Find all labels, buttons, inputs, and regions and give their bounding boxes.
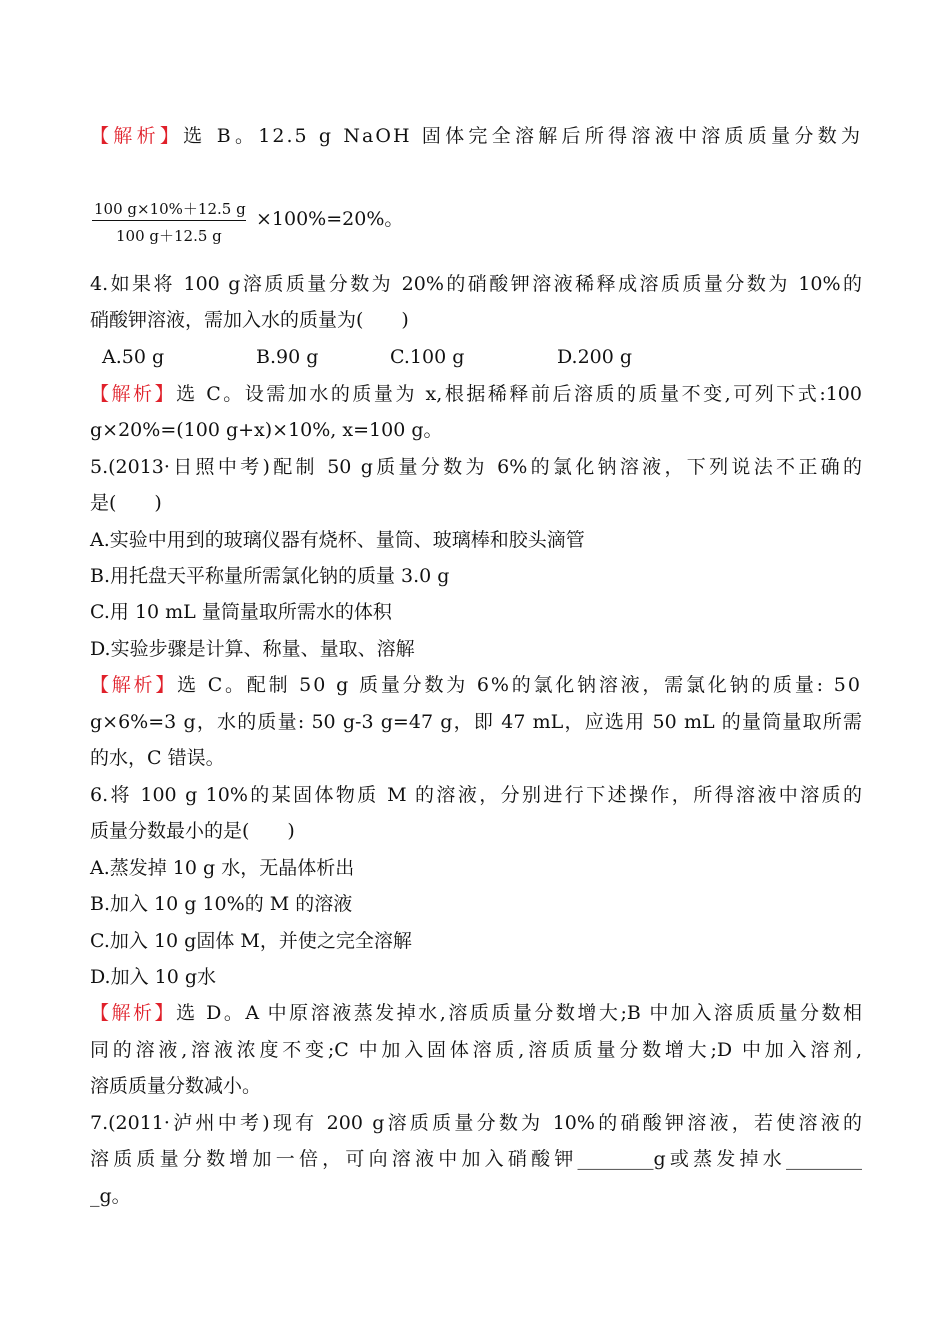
analysis-tag: 【解析】 bbox=[90, 383, 177, 405]
q4-option-d: D.200 g bbox=[557, 346, 633, 368]
q5-option-a: A.实验中用到的玻璃仪器有烧杯、量筒、玻璃棒和胶头滴管 bbox=[90, 529, 585, 551]
q7-stem-line3: _g。 bbox=[90, 1185, 131, 1207]
q4-analysis-line2: g×20%=(100 g+x)×10%, x=100 g。 bbox=[90, 419, 443, 441]
q5-option-b: B.用托盘天平称量所需氯化钠的质量 3.0 g bbox=[90, 565, 450, 587]
q4-analysis-text1: 选 C。设需加水的质量为 x,根据稀释前后溶质的质量不变,可列下式:100 bbox=[176, 383, 862, 405]
q6-option-b: B.加入 10 g 10%的 M 的溶液 bbox=[90, 893, 353, 915]
q6-option-d: D.加入 10 g水 bbox=[90, 966, 217, 988]
q6-analysis-line3: 溶质质量分数减小。 bbox=[90, 1075, 262, 1097]
q4-option-c: C.100 g bbox=[390, 346, 465, 368]
q7-stem-line1: 7.(2011·泸州中考)现有 200 g溶质质量分数为 10%的硝酸钾溶液，若使溶液的 bbox=[90, 1112, 862, 1134]
fraction-result: ×100%=20%。 bbox=[256, 208, 404, 230]
analysis-tag: 【解析】 bbox=[90, 1002, 177, 1024]
q4-stem-line1: 4.如果将 100 g溶质质量分数为 20%的硝酸钾溶液稀释成溶质质量分数为 10%的 bbox=[90, 273, 862, 295]
q4-option-a: A.50 g bbox=[102, 346, 165, 368]
q4-stem-line2: 硝酸钾溶液，需加入水的质量为( ) bbox=[90, 309, 409, 331]
analysis-tag: 【解析】 bbox=[90, 125, 184, 147]
q6-analysis-line1 bbox=[90, 1001, 862, 1025]
q6-stem-line2: 质量分数最小的是( ) bbox=[90, 820, 295, 842]
analysis-tag: 【解析】 bbox=[90, 674, 178, 696]
q4-option-b: B.90 g bbox=[256, 346, 319, 368]
q5-stem-line1: 5.(2013·日照中考)配制 50 g质量分数为 6%的氯化钠溶液，下列说法不正确的 bbox=[90, 456, 862, 478]
q5-option-c: C.用 10 mL 量筒量取所需水的体积 bbox=[90, 601, 392, 623]
q4-analysis-line1 bbox=[90, 382, 862, 406]
q5-analysis-line2: g×6%=3 g，水的质量: 50 g-3 g=47 g，即 47 mL，应选用 50 mL 的量筒量取所需 bbox=[90, 711, 862, 733]
q3-analysis-line bbox=[90, 124, 862, 148]
fraction-denominator: 100 g＋12.5 g bbox=[116, 227, 222, 245]
q5-analysis-text1: 选 C。配制 50 g 质量分数为 6%的氯化钠溶液，需氯化钠的质量: 50 bbox=[177, 674, 862, 696]
q3-analysis-text: 选 B。12.5 g NaOH 固体完全溶解后所得溶液中溶质质量分数为 bbox=[183, 125, 862, 147]
q5-analysis-line3: 的水，C 错误。 bbox=[90, 747, 225, 769]
q6-stem-line1: 6.将 100 g 10%的某固体物质 M 的溶液，分别进行下述操作，所得溶液中溶质的 bbox=[90, 784, 862, 806]
q6-analysis-line2: 同的溶液,溶液浓度不变;C 中加入固体溶质,溶质质量分数增大;D 中加入溶剂, bbox=[90, 1039, 862, 1061]
q5-analysis-line1 bbox=[90, 673, 862, 697]
q6-option-a: A.蒸发掉 10 g 水，无晶体析出 bbox=[90, 857, 355, 879]
fraction-bar bbox=[92, 220, 246, 221]
q6-analysis-text1: 选 D。A 中原溶液蒸发掉水,溶质质量分数增大;B 中加入溶质质量分数相 bbox=[176, 1002, 862, 1024]
q5-stem-line2: 是( ) bbox=[90, 492, 162, 514]
q6-option-c: C.加入 10 g固体 M，并使之完全溶解 bbox=[90, 930, 412, 952]
q5-option-d: D.实验步骤是计算、称量、量取、溶解 bbox=[90, 638, 415, 660]
fraction-numerator: 100 g×10%＋12.5 g bbox=[94, 200, 246, 218]
q7-stem-line2: 溶质质量分数增加一倍，可向溶液中加入硝酸钾________g或蒸发掉水________ bbox=[90, 1148, 862, 1170]
